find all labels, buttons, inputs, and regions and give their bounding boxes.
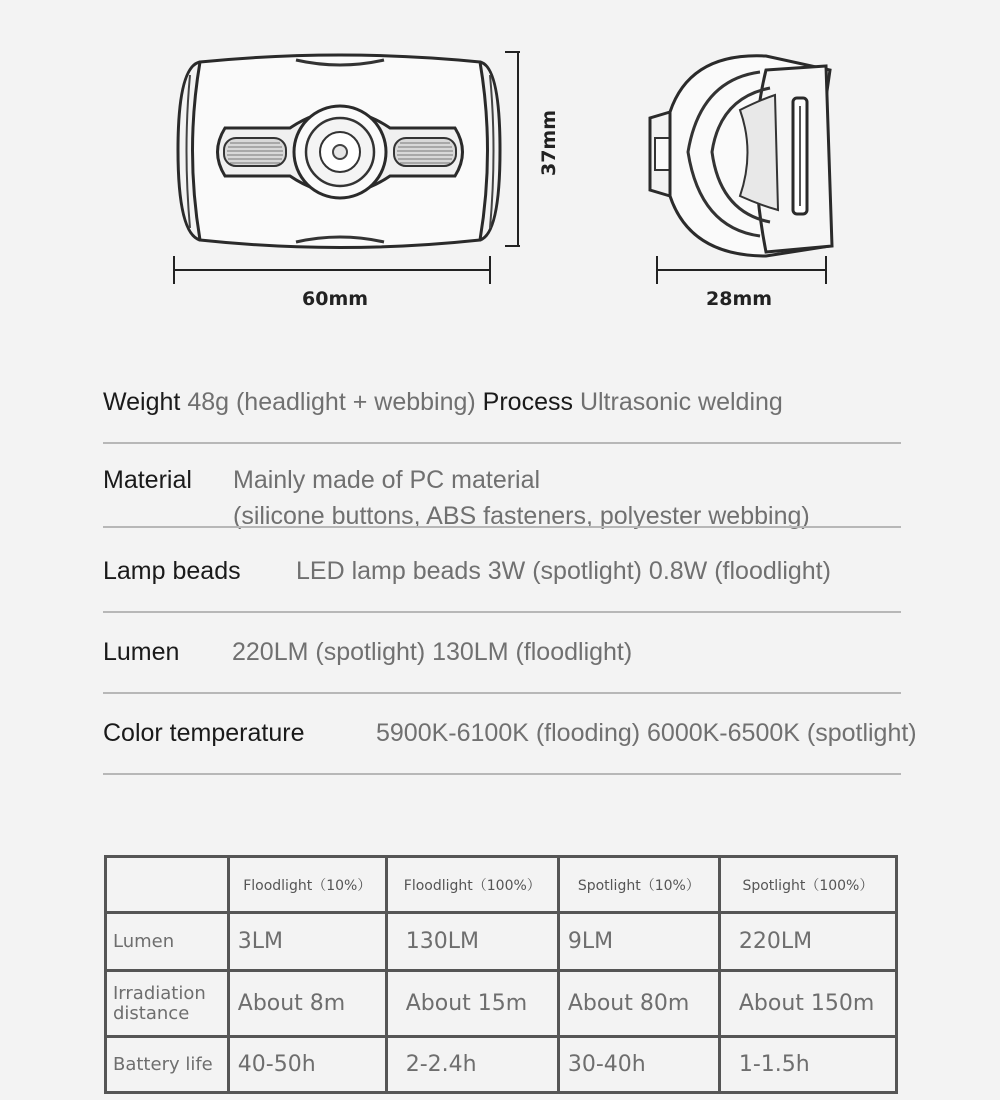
weight-value: 48g (headlight + webbing) [187,388,476,416]
process-key: Process [482,388,573,416]
table-cell: 220LM [719,913,896,971]
material-value-line2: (silicone buttons, ABS fasteners, polyester webbing) [233,502,810,530]
table-cell: 30-40h [558,1037,719,1093]
spec-lamp-beads [103,557,241,586]
lumen-value: 220LM (spotlight) 130LM (floodlight) [232,638,633,666]
side-view-drawing [640,0,840,320]
table-cell: 9LM [558,913,719,971]
table-cell: 130LM [386,913,558,971]
row-header [106,971,229,1037]
table-cell: About 150m [719,971,896,1037]
table-cell: 3LM [228,913,386,971]
table-row [106,971,897,1037]
lumen-key: Lumen [103,638,180,666]
divider [103,692,901,694]
table-corner-cell [106,857,229,913]
height-dimension-label: 37mm [538,109,561,177]
depth-dimension-label: 28mm [706,288,773,310]
divider [103,773,901,775]
column-header: Floodlight（100%） [386,857,558,913]
table-cell: 1-1.5h [719,1037,896,1093]
table-cell: About 8m [228,971,386,1037]
divider [103,442,901,444]
color-temperature-key: Color temperature [103,719,305,747]
spec-weight-process [103,388,783,417]
color-temperature-value: 5900K-6100K (flooding) 6000K-6500K (spotlight) [376,719,917,747]
table-row [106,1037,897,1093]
row-header: Battery life [106,1037,229,1093]
row-header-line: Irradiation [113,982,206,1004]
spec-lumen [103,638,179,667]
table-header-row [106,857,897,913]
column-header: Floodlight（10%） [228,857,386,913]
table-cell: About 80m [558,971,719,1037]
table-cell: 2-2.4h [386,1037,558,1093]
width-dimension-label: 60mm [302,288,369,310]
divider [103,526,901,528]
row-header-line: distance [113,1002,190,1024]
material-value-line1: Mainly made of PC material [233,466,541,494]
process-value: Ultrasonic welding [579,388,783,416]
table-cell: About 15m [386,971,558,1037]
weight-key: Weight [103,388,181,416]
lamp-beads-key: Lamp beads [103,557,241,585]
divider [103,611,901,613]
table-cell: 40-50h [228,1037,386,1093]
material-key: Material [103,466,192,494]
row-header: Lumen [106,913,229,971]
performance-table [104,855,898,1094]
front-view-drawing [0,0,520,320]
column-header: Spotlight（10%） [558,857,719,913]
spec-material [103,466,192,495]
table-row [106,913,897,971]
column-header: Spotlight（100%） [719,857,896,913]
spec-color-temperature [103,719,304,748]
lamp-beads-value: LED lamp beads 3W (spotlight) 0.8W (floodlight) [296,557,831,585]
